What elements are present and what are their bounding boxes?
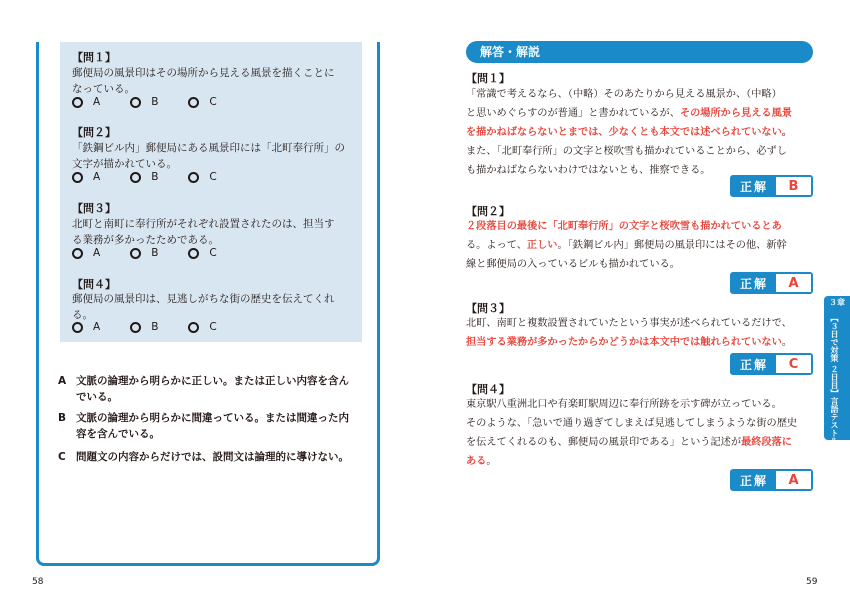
radio-circle-icon[interactable] <box>72 172 83 183</box>
answer-section-title: 解答・解説 <box>480 45 541 59</box>
choice-a[interactable]: A <box>72 96 100 108</box>
radio-circle-icon[interactable] <box>188 97 199 108</box>
question-1-text: 郵便局の風景印はその場所から見える風景を描くことに なっている。 <box>72 67 335 95</box>
radio-circle-icon[interactable] <box>130 322 141 333</box>
option-c: C 問題文の内容からだけでは、設問文は論理的に導けない。 <box>58 451 349 463</box>
choice-c[interactable]: C <box>188 96 216 108</box>
answer-4-explanation: 東京駅八重洲北口や有楽町駅周辺に奉行所跡を示す碑が立っている。 そのような、「急いで通り過ぎてしまえば見逃してしまうような街の歴史 を伝えてくれるのも、郵便局の風景印である」という記述が最終段落に ある。 <box>466 399 798 467</box>
correct-answer-badge-3: 正解 C <box>730 353 813 375</box>
choice-b[interactable]: B <box>130 321 158 333</box>
radio-circle-icon[interactable] <box>130 248 141 259</box>
choice-b[interactable]: B <box>130 171 158 183</box>
page-number-right: 59 <box>806 577 818 587</box>
radio-circle-icon[interactable] <box>130 172 141 183</box>
answer-3-head: 【問３】 <box>466 302 510 315</box>
question-4-text: 郵便局の風景印は、見逃しがちな街の歴史を伝えてくれ る。 <box>72 293 335 321</box>
choice-b[interactable]: B <box>130 96 158 108</box>
radio-circle-icon[interactable] <box>188 322 199 333</box>
question-2-choices[interactable] <box>72 171 247 183</box>
correct-answer-badge-2: 正解 A <box>730 272 813 294</box>
answer-1-explanation: 「常識で考えるなら、（中略）そのあたりから見える風景か、（中略） と思いめぐらすのが普通」と書かれているが、その場所から見える風景 を描かねばならないとまでは、少なくとも本文では述べられていない。 また、「北町奉行所」の文字と桜吹雪も描かれていることから、必ずし も描かねばならないわけではないとも、推察できる。 <box>466 89 792 176</box>
choice-a[interactable]: A <box>72 321 100 333</box>
question-2-text: 「鉄鋼ビル内」郵便局にある風景印には「北町奉行所」の 文字が描かれている。 <box>72 142 345 170</box>
answer-2-head: 【問２】 <box>466 205 510 218</box>
choice-c[interactable]: C <box>188 321 216 333</box>
answer-1-head: 【問１】 <box>466 72 510 85</box>
question-3-text: 北町と南町に奉行所がそれぞれ設置されたのは、担当す る業務が多かったためである。 <box>72 218 335 246</box>
question-4-choices[interactable] <box>72 321 247 333</box>
radio-circle-icon[interactable] <box>72 97 83 108</box>
radio-circle-icon[interactable] <box>72 322 83 333</box>
question-1-choices[interactable] <box>72 96 247 108</box>
question-1-head: 【問１】 <box>72 51 116 64</box>
option-a: A 文脈の論理から明らかに正しい。または正しい内容を含ん でいる。 <box>58 375 349 403</box>
choice-c[interactable]: C <box>188 171 216 183</box>
correct-answer-badge-1: 正解 B <box>730 175 813 197</box>
question-3-choices[interactable] <box>72 247 247 259</box>
answer-2-explanation: ２段落目の最後に「北町奉行所」の文字と桜吹雪も描かれているとあ る。よって、正しい。「鉄鋼ビル内」郵便局の風景印にはその他、新幹 線と郵便局の入っているビルも描かれている。 <box>466 221 787 270</box>
chapter-label: ３章 <box>829 298 845 307</box>
choice-a[interactable]: A <box>72 171 100 183</box>
choice-a[interactable]: A <box>72 247 100 259</box>
question-3-head: 【問３】 <box>72 202 116 215</box>
option-b: B 文脈の論理から明らかに間違っている。または間違った内 容を含んでいる。 <box>58 412 349 440</box>
radio-circle-icon[interactable] <box>188 248 199 259</box>
radio-circle-icon[interactable] <box>188 172 199 183</box>
question-4-head: 【問４】 <box>72 278 116 291</box>
choice-b[interactable]: B <box>130 247 158 259</box>
question-2-head: 【問２】 <box>72 126 116 139</box>
answer-3-explanation: 北町、南町と複数設置されていたという事実が述べられているだけで、 担当する業務が多かったからかどうかは本文中では触れられていない。 <box>466 318 792 348</box>
radio-circle-icon[interactable] <box>72 248 83 259</box>
chapter-tab-text: 【３日で対策 ２日目】言語テスト＆非言語テストの解答のコツ <box>830 314 839 541</box>
correct-answer-badge-4: 正解 A <box>730 469 813 491</box>
page-number-left: 58 <box>32 577 44 587</box>
choice-c[interactable]: C <box>188 247 216 259</box>
radio-circle-icon[interactable] <box>130 97 141 108</box>
answer-4-head: 【問４】 <box>466 383 510 396</box>
